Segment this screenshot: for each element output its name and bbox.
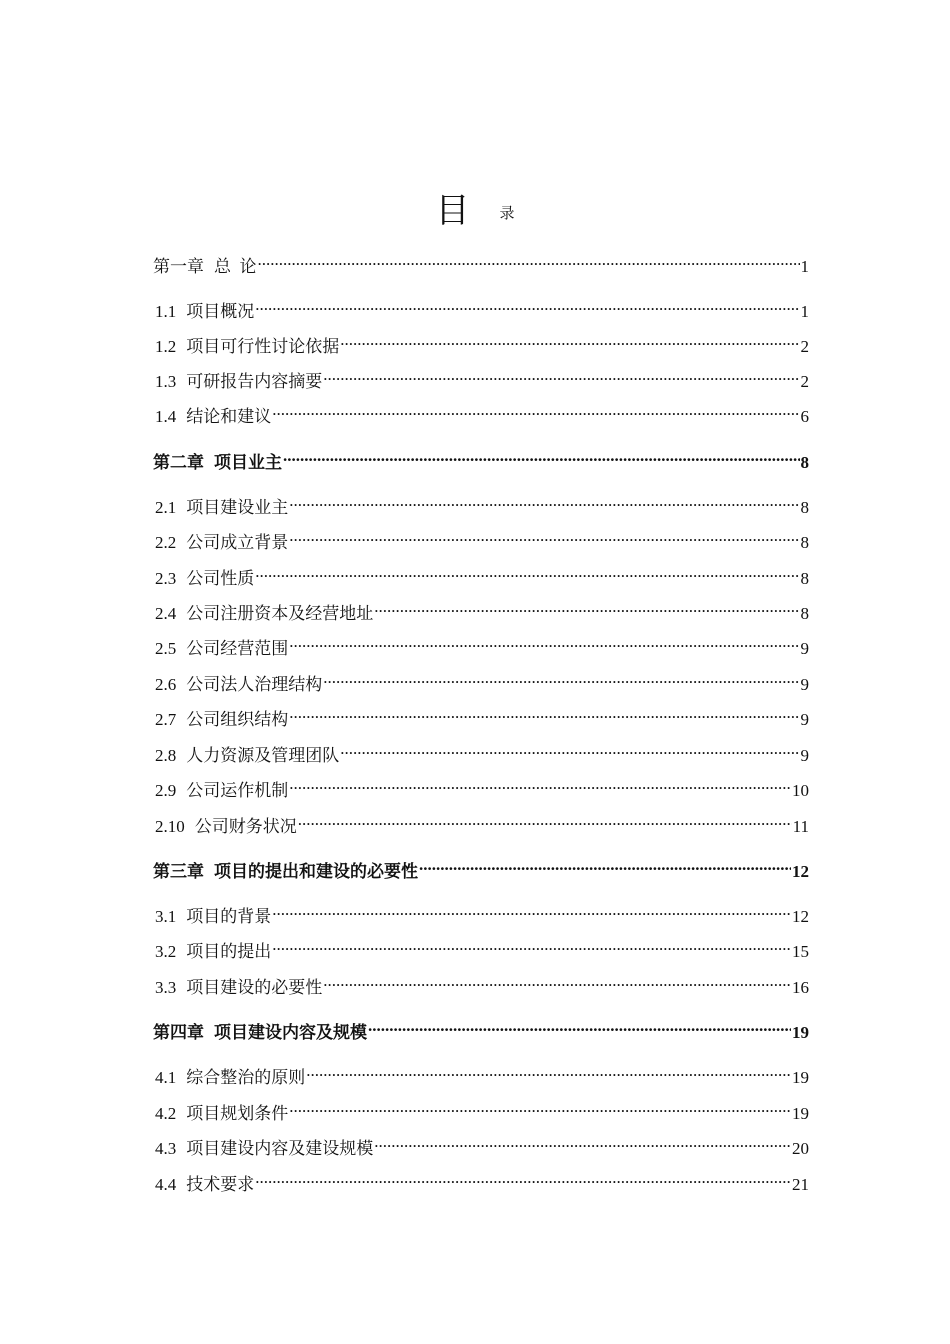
toc-entry-label: [153, 1137, 373, 1161]
toc-leader-dots: [289, 630, 799, 654]
toc-entry-number: 第一章: [153, 257, 204, 276]
toc-page-number: 12: [792, 907, 809, 926]
toc-entry-label: [153, 255, 257, 279]
toc-entry-label: [153, 1173, 254, 1197]
toc-entry-number: 2.4: [155, 604, 177, 623]
toc-entry-number: 2.3: [155, 569, 177, 588]
toc-entry-text: 项目的背景: [186, 907, 272, 926]
toc-entry-number: 2.9: [155, 781, 177, 800]
toc-page-number: 20: [792, 1139, 809, 1158]
toc-entry-number: 4.1: [155, 1068, 177, 1087]
toc-entry-text: 公司组织结构: [186, 710, 289, 729]
toc-entry-number: 1.3: [155, 372, 177, 391]
toc-entry-label: [153, 496, 288, 520]
toc-entry-section[interactable]: [153, 737, 809, 765]
toc-entry-text: 项目建设的必要性: [186, 978, 323, 997]
toc-leader-dots: [340, 328, 799, 352]
toc-page-number: 8: [800, 498, 809, 517]
toc-leader-dots: [340, 737, 799, 761]
toc-entry-label: [153, 708, 288, 732]
toc-entry-number: 2.10: [155, 817, 185, 836]
toc-entry-label: [153, 1066, 305, 1090]
toc-title: [0, 190, 950, 234]
toc-entry-section[interactable]: [153, 489, 809, 517]
toc-entry-number: 2.2: [155, 533, 177, 552]
toc-entry-text: 项目规划条件: [186, 1104, 289, 1123]
toc-entry-section[interactable]: [153, 1130, 809, 1158]
toc-entry-label: [153, 860, 418, 884]
toc-page-number: 2: [800, 372, 809, 391]
toc-entry-number: 第二章: [153, 453, 204, 472]
toc-entry-label: [153, 940, 271, 964]
toc-entry-section[interactable]: [153, 666, 809, 694]
toc-entry-section[interactable]: [153, 398, 809, 426]
toc-entry-number: 2.1: [155, 498, 177, 517]
toc-entry-label: [153, 815, 297, 839]
toc-entry-text: 技术要求: [186, 1175, 255, 1194]
toc-leader-dots: [255, 293, 799, 317]
toc-entry-number: 第四章: [153, 1023, 204, 1042]
toc-leader-dots: [289, 772, 791, 796]
toc-entry-text: 项目的提出: [186, 942, 272, 961]
toc-entry-section[interactable]: [153, 772, 809, 800]
toc-entry-label: [153, 976, 322, 1000]
toc-title-secondary: 录: [499, 205, 515, 222]
toc-entry-number: 3.1: [155, 907, 177, 926]
toc-entry-text: 公司性质: [186, 569, 255, 588]
toc-entry-label: [153, 370, 322, 394]
toc-leader-dots: [272, 898, 791, 922]
toc-leader-dots: [289, 489, 799, 513]
toc-entry-label: [153, 531, 288, 555]
toc-page-number: 8: [800, 453, 809, 472]
toc-entry-chapter[interactable]: [153, 1014, 809, 1042]
toc-entry-label: [153, 1102, 288, 1126]
toc-entry-label: [153, 779, 288, 803]
toc-leader-dots: [306, 1059, 791, 1083]
toc-page-number: 19: [792, 1068, 809, 1087]
toc-entry-text: 项目建设内容及建设规模: [186, 1139, 374, 1158]
toc-entry-section[interactable]: [153, 328, 809, 356]
toc-entry-number: 3.2: [155, 942, 177, 961]
toc-entry-label: [153, 567, 254, 591]
toc-entry-text: 公司注册资本及经营地址: [186, 604, 374, 623]
toc-page-number: 1: [800, 257, 809, 276]
toc-leader-dots: [289, 1095, 791, 1119]
toc-entry-text: 综合整治的原则: [186, 1068, 306, 1087]
toc-entry-label: [153, 602, 373, 626]
toc-page-number: 9: [800, 675, 809, 694]
toc-entry-section[interactable]: [153, 933, 809, 961]
toc-entry-label: [153, 744, 339, 768]
toc-entry-number: 1.4: [155, 407, 177, 426]
toc-entry-section[interactable]: [153, 808, 809, 836]
toc-leader-dots: [374, 595, 799, 619]
toc-entry-number: 1.1: [155, 302, 177, 321]
toc-entry-section[interactable]: [153, 1095, 809, 1123]
toc-entry-number: 2.5: [155, 639, 177, 658]
toc-leader-dots: [289, 524, 799, 548]
toc-page-number: 11: [792, 817, 809, 836]
toc-leader-dots: [323, 666, 799, 690]
toc-entry-section[interactable]: [153, 1059, 809, 1087]
toc-page-number: 16: [792, 978, 809, 997]
toc-page-number: 15: [792, 942, 809, 961]
toc-entry-text: 公司成立背景: [186, 533, 289, 552]
toc-page-number: 9: [800, 639, 809, 658]
toc-page-number: 1: [800, 302, 809, 321]
toc-leader-dots: [368, 1014, 791, 1038]
toc-page-number: 19: [792, 1104, 809, 1123]
toc-page-number: 8: [800, 569, 809, 588]
toc-entry-text: 公司运作机制: [186, 781, 289, 800]
toc-leader-dots: [255, 560, 799, 584]
toc-entry-text: 项目的提出和建设的必要性: [214, 862, 418, 881]
toc-entry-section[interactable]: [153, 560, 809, 588]
toc-leader-dots: [289, 701, 799, 725]
toc-page-number: 10: [792, 781, 809, 800]
toc-entry-section[interactable]: [153, 701, 809, 729]
toc-entry-number: 第三章: [153, 862, 204, 881]
toc-entry-chapter[interactable]: [153, 853, 809, 881]
toc-page-number: 12: [792, 862, 809, 881]
toc-entry-section[interactable]: [153, 1166, 809, 1194]
toc-entry-number: 1.2: [155, 337, 177, 356]
toc-entry-number: 4.3: [155, 1139, 177, 1158]
toc-leader-dots: [298, 808, 792, 832]
toc-leader-dots: [323, 363, 799, 387]
toc-entry-number: 4.2: [155, 1104, 177, 1123]
toc-entry-label: [153, 673, 322, 697]
toc-page-number: 6: [800, 407, 809, 426]
toc-entry-label: [153, 300, 254, 324]
toc-page-number: 8: [800, 533, 809, 552]
toc-entry-label: [153, 905, 271, 929]
toc-entry-text: 结论和建议: [186, 407, 272, 426]
toc-page-number: 9: [800, 746, 809, 765]
toc-entry-section[interactable]: [153, 524, 809, 552]
toc-entry-number: 4.4: [155, 1175, 177, 1194]
toc-page-number: 8: [800, 604, 809, 623]
toc-entry-number: 2.8: [155, 746, 177, 765]
toc-entry-text: 人力资源及管理团队: [186, 746, 340, 765]
toc-entry-chapter[interactable]: [153, 444, 809, 472]
toc-leader-dots: [272, 398, 799, 422]
toc-page-number: 9: [800, 710, 809, 729]
toc-entry-label: [153, 637, 288, 661]
toc-entry-label: [153, 451, 282, 475]
toc-entry-section[interactable]: [153, 363, 809, 391]
toc-entry-section[interactable]: [153, 293, 809, 321]
toc-page-number: 21: [792, 1175, 809, 1194]
toc-entry-text: 项目建设业主: [186, 498, 289, 517]
toc-entry-text: 项目建设内容及规模: [214, 1023, 367, 1042]
toc-entry-text: 总 论: [214, 257, 257, 276]
toc-entry-number: 2.6: [155, 675, 177, 694]
toc-leader-dots: [255, 1166, 791, 1190]
toc-entry-label: [153, 335, 339, 359]
toc-entry-number: 2.7: [155, 710, 177, 729]
toc-page-number: 19: [792, 1023, 809, 1042]
toc-entry-text: 公司财务状况: [194, 817, 297, 836]
toc-entry-text: 项目概况: [186, 302, 255, 321]
toc-entry-text: 公司法人治理结构: [186, 675, 323, 694]
toc-leader-dots: [283, 444, 800, 468]
toc-entry-section[interactable]: [153, 898, 809, 926]
toc-entry-section[interactable]: [153, 595, 809, 623]
toc-entry-text: 可研报告内容摘要: [186, 372, 323, 391]
toc-leader-dots: [374, 1130, 791, 1154]
toc-leader-dots: [419, 853, 791, 877]
toc-entry-label: [153, 1021, 367, 1045]
toc-leader-dots: [272, 933, 791, 957]
toc-leader-dots: [258, 248, 800, 272]
toc-page-number: 2: [800, 337, 809, 356]
toc-entry-section[interactable]: [153, 969, 809, 997]
toc-entry-text: 公司经营范围: [186, 639, 289, 658]
toc-entry-text: 项目可行性讨论依据: [186, 337, 340, 356]
toc-entry-chapter[interactable]: [153, 248, 809, 276]
toc-leader-dots: [323, 969, 791, 993]
toc-title-main: 目: [435, 193, 470, 230]
toc-entry-number: 3.3: [155, 978, 177, 997]
toc-entry-section[interactable]: [153, 630, 809, 658]
toc-entry-text: 项目业主: [214, 453, 282, 472]
toc-entry-label: [153, 405, 271, 429]
